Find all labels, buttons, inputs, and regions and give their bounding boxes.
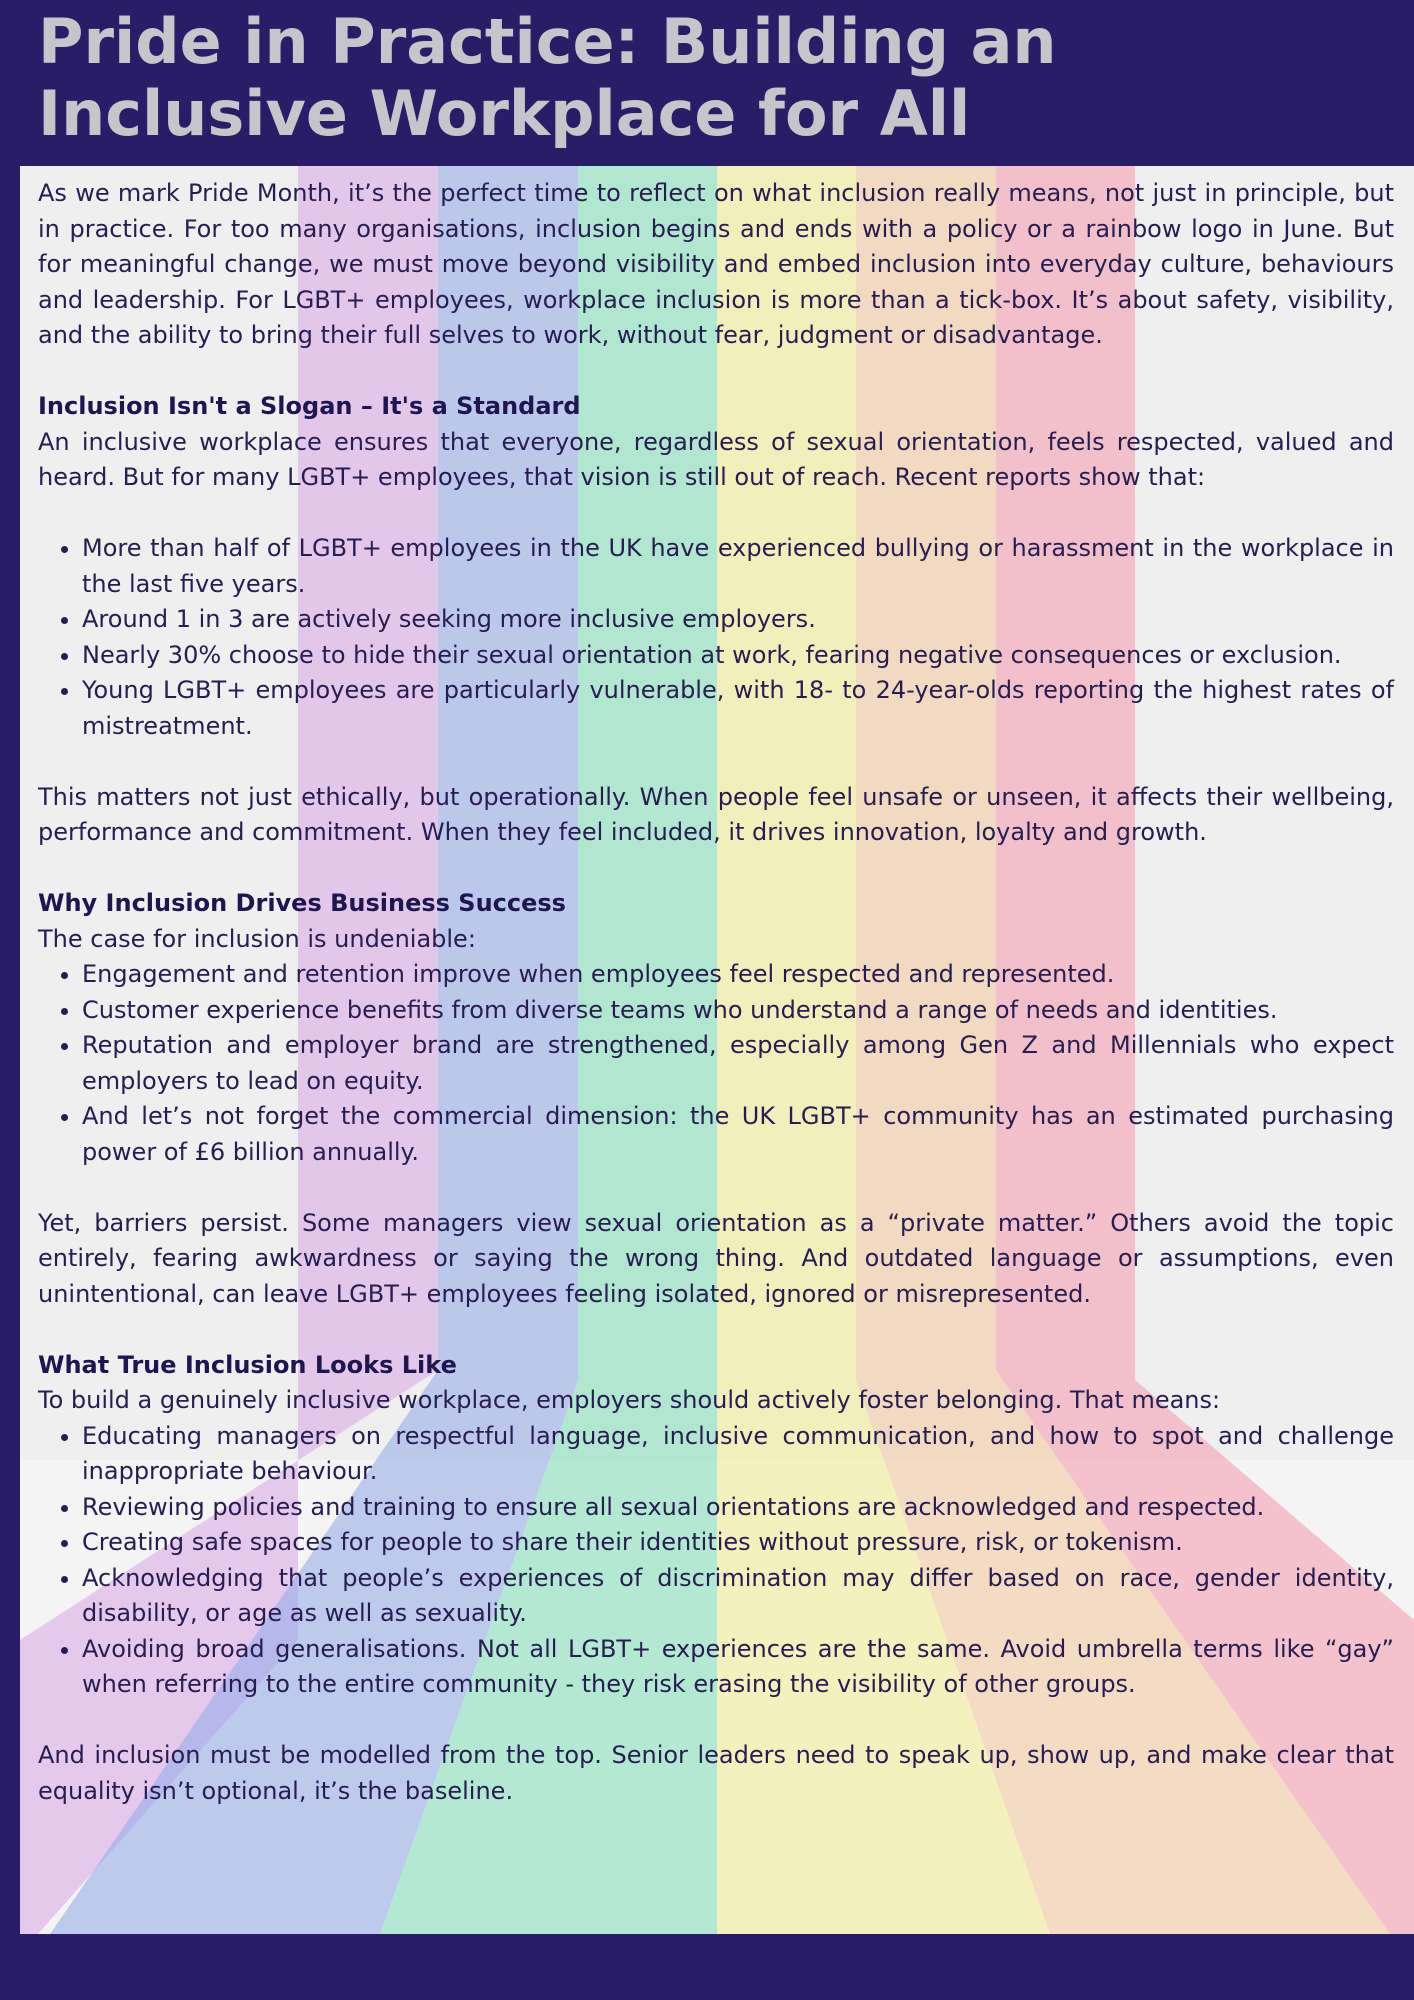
list-item: • Engagement and retention improve when employees feel respected and represented.	[82, 957, 1394, 993]
section-heading: Inclusion Isn't a Slogan – It's a Standard	[38, 392, 581, 420]
bullet-list	[38, 1419, 1394, 1703]
list-item: • Young LGBT+ employees are particularly vulnerable, with 18- to 24-year-olds reporting the highest rates of mistreatment.	[82, 673, 1394, 744]
list-item: • Reputation and employer brand are strengthened, especially among Gen Z and Millennials who expect employers to lead on equity.	[82, 1028, 1394, 1099]
bullet-list	[38, 957, 1394, 1170]
list-item: • Creating safe spaces for people to share their identities without pressure, risk, or tokenism.	[82, 1525, 1394, 1561]
list-item: • Nearly 30% choose to hide their sexual orientation at work, fearing negative consequences or exclusion.	[82, 638, 1394, 674]
list-item: • And let’s not forget the commercial dimension: the UK LGBT+ community has an estimated purchasing power of £6 billion annually.	[82, 1099, 1394, 1170]
section-lead: To build a genuinely inclusive workplace, employers should actively foster belonging. That means:	[38, 1386, 1221, 1414]
bullet-list	[38, 531, 1394, 744]
intro-paragraph: As we mark Pride Month, it’s the perfect time to reflect on what inclusion really means, not just in principle, but in practice. For too many organisations, inclusion begins and ends with a policy or a rainbow logo in June. But for meaningful change, we must move beyond visibility and embed inclusion into everyday culture, behaviours and leadership. For LGBT+ employees, workplace inclusion is more than a tick-box. It’s about safety, visibility, and the ability to bring their full selves to work, without fear, judgment or disadvantage.	[38, 179, 1394, 349]
list-item: • More than half of LGBT+ employees in the UK have experienced bullying or harassment in the workplace in the last five years.	[82, 531, 1394, 602]
title-banner	[20, 0, 1414, 166]
section-closing: And inclusion must be modelled from the top. Senior leaders need to speak up, show up, and make clear that equality isn’t optional, it’s the baseline.	[38, 1741, 1394, 1805]
document-page	[20, 0, 1414, 1934]
list-item: • Reviewing policies and training to ensure all sexual orientations are acknowledged and respected.	[82, 1490, 1394, 1526]
section-lead: The case for inclusion is undeniable:	[38, 924, 476, 953]
page-title: Pride in Practice: Building an Inclusive Workplace for All	[38, 5, 1057, 150]
list-item: • Customer experience benefits from diverse teams who understand a range of needs and identities.	[82, 993, 1394, 1029]
list-item: • Educating managers on respectful language, inclusive communication, and how to spot and challenge inappropriate behaviour.	[82, 1419, 1394, 1490]
list-item: • Around 1 in 3 are actively seeking more inclusive employers.	[82, 602, 1394, 638]
list-item: • Acknowledging that people’s experiences of discrimination may differ based on race, gender identity, disability, or age as well as sexuality.	[82, 1561, 1394, 1632]
section-heading: What True Inclusion Looks Like	[38, 1350, 457, 1379]
section-lead: An inclusive workplace ensures that everyone, regardless of sexual orientation, feels respected, valued and heard. But for many LGBT+ employees, that vision is still out of reach. Recent reports show that:	[38, 427, 1394, 491]
section-closing: Yet, barriers persist. Some managers view sexual orientation as a “private matter.” Others avoid the topic entirely, fearing awkwardness or saying the wrong thing. And outdated language or assumptions, even unintentional, can leave LGBT+ employees feeling isolated, ignored or misrepresented.	[38, 1208, 1394, 1308]
list-item: • Avoiding broad generalisations. Not all LGBT+ experiences are the same. Avoid umbrella terms like “gay” when referring to the entire community - they risk erasing the visibility of other groups.	[82, 1632, 1394, 1703]
article-body	[38, 176, 1394, 1809]
section-heading: Why Inclusion Drives Business Success	[38, 889, 566, 917]
section-closing: This matters not just ethically, but operationally. When people feel unsafe or unseen, it affects their wellbeing, performance and commitment. When they feel included, it drives innovation, loyalty and growth.	[38, 782, 1394, 846]
